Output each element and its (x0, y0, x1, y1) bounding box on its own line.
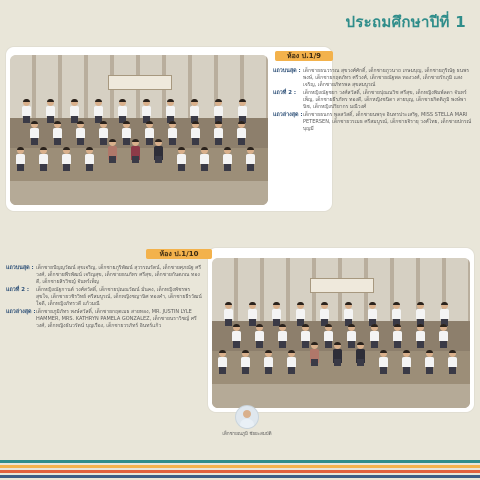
student-figure (122, 121, 131, 145)
row-bottom-2 (6, 309, 204, 330)
student-figure (448, 350, 457, 374)
row-bottom-1 (273, 112, 473, 133)
student-figure (333, 342, 342, 372)
footer-stripes (0, 460, 480, 480)
class-photo-2 (212, 258, 470, 408)
student-figure (370, 324, 379, 348)
student-figure (177, 147, 186, 171)
student-figure (238, 99, 247, 123)
student-figure (264, 350, 273, 374)
stripe (0, 475, 480, 478)
student-figure (255, 324, 264, 348)
student-figure (224, 302, 233, 326)
student-figure (296, 302, 305, 326)
student-figure (320, 302, 329, 326)
student-figure (76, 121, 85, 145)
student-figure (232, 324, 241, 348)
student-figure (94, 99, 103, 123)
student-figure (22, 99, 31, 123)
student-figure (85, 147, 94, 171)
stripe (0, 460, 480, 463)
student-list-1 (273, 68, 473, 134)
student-figure (191, 121, 200, 145)
row-second-1 (273, 90, 473, 111)
role-label: แถวบนสุด : (273, 68, 301, 74)
student-figure (118, 99, 127, 123)
room-label-1: ห้อง ป.1/9 (275, 51, 333, 61)
names-text: เด็กชายภูมิภัทร พงษ์สวัสดิ์, เด็กชายกฤตเมธ สายทอง, MR. JUSTIN LYLE HAMMER, MRS. KATHRYN PAMELA GONZALEZ, เด็กชายนราวิชญ์ ศรีวงศ์, เด็กหญิงธันวรัตน์ บุญเรือง, เด็กชายวรภัทร์ อินทร์แก้ว (36, 309, 197, 329)
row-top-1 (273, 68, 473, 89)
student-figure (16, 147, 25, 171)
student-figure (46, 99, 55, 123)
student-figure (379, 350, 388, 374)
names-text: เด็กชายธนวรรณ สุขวงศ์ศักดิ์, เด็กชายภูวนาถ เกษมบุญ, เด็กชายภูริณัฐ ธนพรพงษ์, เด็กชายกฤตภัทร ศรีวงศ์, เด็กชายณัฐพล ทองวงศ์, เด็กชายรักภูมิ แสงเจริญ, เด็กชายภัทรพล สุขสมบูรณ์ (303, 68, 470, 88)
student-figure (237, 121, 246, 145)
row-top-2 (6, 265, 204, 286)
student-figure (30, 121, 39, 145)
role-label: แถวที่ 2 : (6, 287, 29, 293)
student-figure (39, 147, 48, 171)
student-figure (142, 99, 151, 123)
role-label: แถวที่ 2 : (273, 90, 296, 96)
student-figure (425, 350, 434, 374)
role-label: แถวบนสุด : (6, 265, 34, 271)
names-text: เด็กหญิงณัฐกานต์ วงศ์สวัสดิ์, เด็กชายปุณณวัฒน์ มั่นคง, เด็กหญิงพัชรพร สุขใจ, เด็กชายวชิรวิทย์ ศรีสมบูรณ์, เด็กหญิงชญานิศ ทองคำ, เด็กชายธีรวัฒน์ ใจดี, เด็กหญิงภัทรวดี แก้วมณี (36, 287, 202, 307)
student-figure (278, 324, 287, 348)
student-figure (416, 302, 425, 326)
student-figure (214, 121, 223, 145)
student-figure (324, 324, 333, 348)
student-figure (301, 324, 310, 348)
row-second-2 (6, 287, 204, 308)
student-figure (440, 302, 449, 326)
student-figure (168, 121, 177, 145)
student-figure (393, 324, 402, 348)
student-figure (416, 324, 425, 348)
student-figure (166, 99, 175, 123)
student-figure (344, 302, 353, 326)
student-figure (131, 139, 140, 169)
student-figure (154, 139, 163, 169)
names-text: เด็กชายปัญญวัฒน์ สุขเจริญ, เด็กชายภูริพัฒน์ สุวรรณรัตน์, เด็กชายศุภณัฐ ศรีวงศ์, เด็กชายพีรพัฒน์ เจริญสุข, เด็กชายธนภัทร ศรีสุข, เด็กชายกันตภณ ทองดี, เด็กชายสิรวิชญ์ จันทร์เพ็ญ (36, 265, 202, 285)
student-figure (392, 302, 401, 326)
student-figure (310, 342, 319, 372)
student-figure (287, 350, 296, 374)
stripe (0, 470, 480, 473)
student-figure (402, 350, 411, 374)
student-figure (200, 147, 209, 171)
names-text: เด็กชายธนกร พูลสวัสดิ์, เด็กชายนพรุจ อินทรประเสริฐ, MISS STELLA MARI PETERSEN, เด็กชายวรเมธ ศรีสมบูรณ์, เด็กชายจิรายุ วงศ์ไทย, เด็กชายปกรณ์ บุญมี (303, 112, 472, 132)
student-figure (214, 99, 223, 123)
absent-student-avatar (235, 405, 259, 429)
absent-student-caption: เด็กชายณภูมิ ชัยยะสมบัติ (222, 432, 272, 437)
student-figure (246, 147, 255, 171)
room-label-2: ห้อง ป.1/10 (146, 249, 212, 259)
student-figure (62, 147, 71, 171)
class-photo-1 (10, 55, 268, 205)
student-figure (223, 147, 232, 171)
student-figure (368, 302, 377, 326)
student-figure (439, 324, 448, 348)
role-label: แถวล่างสุด : (6, 309, 36, 315)
student-figure (70, 99, 79, 123)
student-figure (248, 302, 257, 326)
names-text: เด็กหญิงณัฐชยา วงศ์สวัสดิ์, เด็กชายปุณณวิช ศรีสุข, เด็กหญิงพิมพ์ลดา จันทร์เพ็ญ, เด็กชายธีรภัทร ทองดี, เด็กหญิงชนิดา สายบุญ, เด็กชายกิตติภูมิ พงษ์พานิช, เด็กหญิงปริยากร มณีวงศ์ (303, 90, 467, 110)
page-title: ประถมศึกษาปีที่ 1 (345, 13, 466, 31)
student-figure (347, 324, 356, 348)
student-figure (108, 139, 117, 169)
student-figure (356, 342, 365, 372)
stripe (0, 465, 480, 468)
role-label: แถวล่างสุด : (273, 112, 303, 118)
student-list-2 (6, 265, 204, 331)
student-figure (218, 350, 227, 374)
student-figure (99, 121, 108, 145)
student-figure (241, 350, 250, 374)
student-figure (53, 121, 62, 145)
student-figure (272, 302, 281, 326)
student-figure (190, 99, 199, 123)
student-figure (145, 121, 154, 145)
